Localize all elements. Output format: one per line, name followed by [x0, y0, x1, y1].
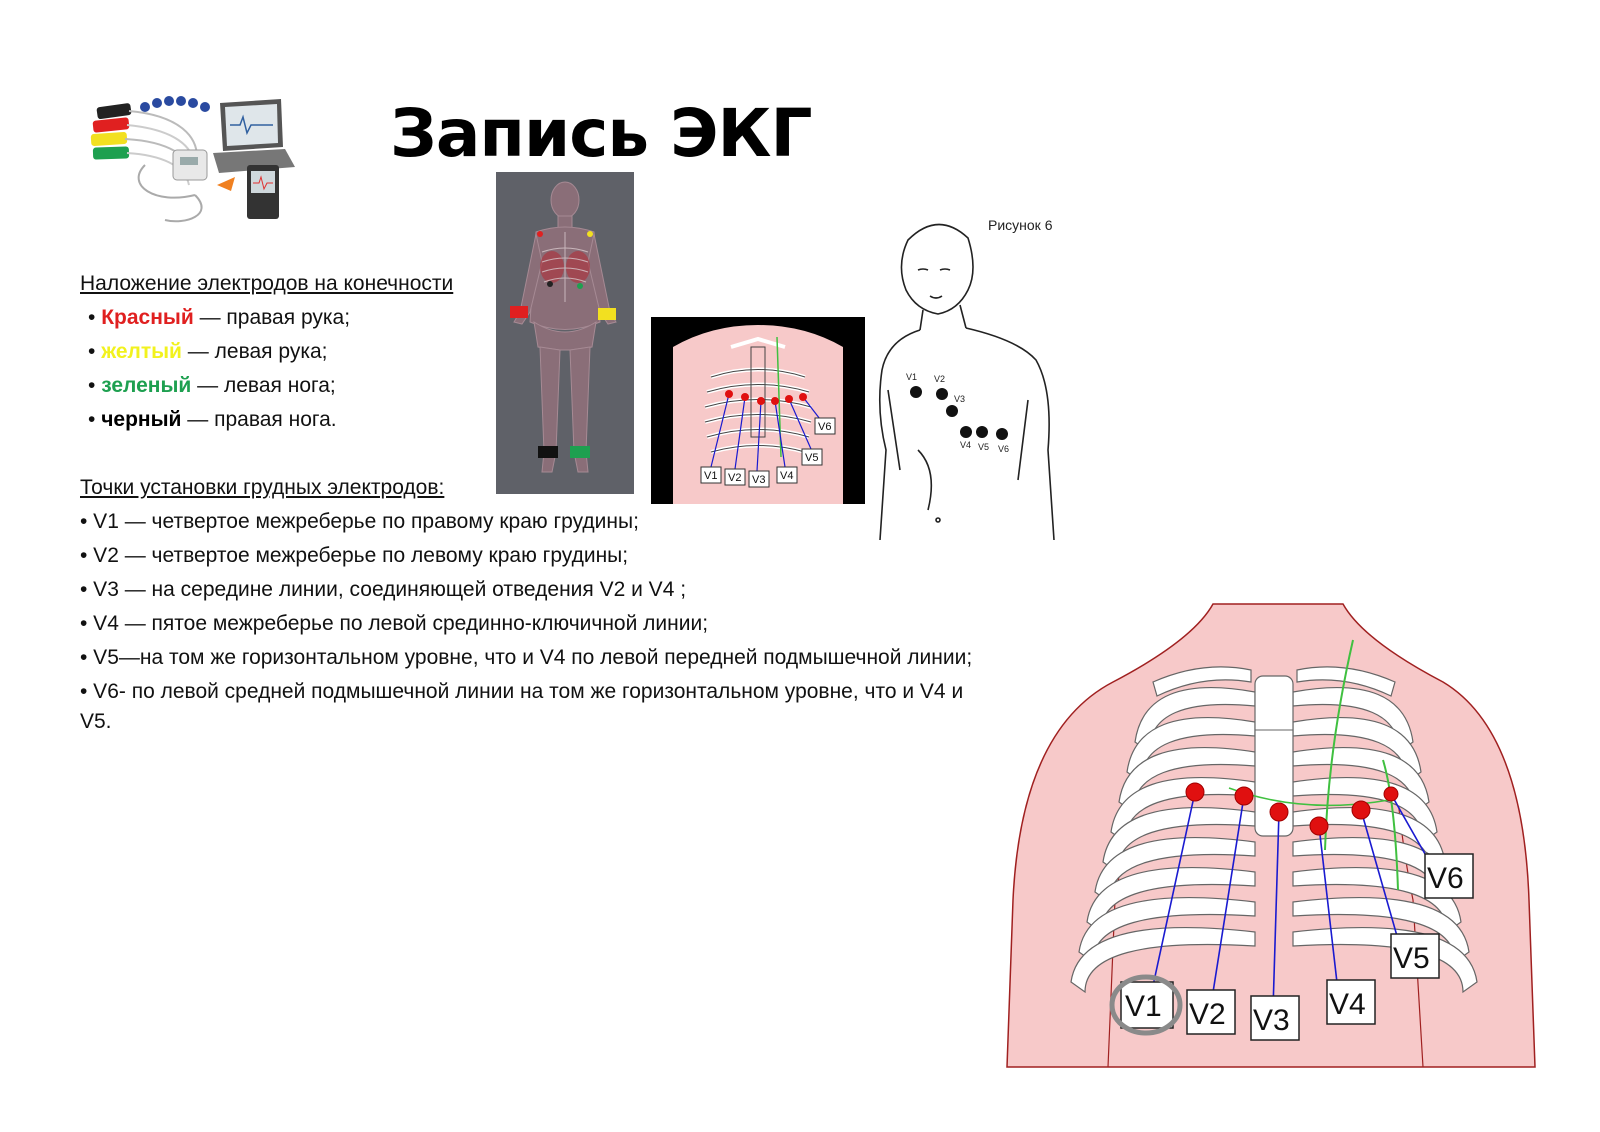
limb-desc: — левая нога; — [191, 374, 336, 397]
small-chest-label-v2: V2 — [728, 472, 742, 484]
big-chest-label-v1: V1 — [1125, 990, 1162, 1023]
chest-item-v2: • V2 — четвертое межреберье по левому краю грудины; — [80, 544, 629, 567]
sketch-label-v3: V3 — [954, 394, 966, 404]
chest-item-v3: • V3 — на середине линии, соединяющей отведения V2 и V4 ; — [80, 578, 687, 601]
sketch-label-v6: V6 — [998, 444, 1010, 454]
small-chest-label-v1: V1 — [704, 470, 718, 482]
limb-item-green — [88, 374, 336, 398]
sketch-label-v5: V5 — [978, 442, 990, 452]
large-chest-diagram — [1003, 600, 1538, 1070]
color-name-yellow: желтый — [101, 340, 182, 363]
limb-item-yellow — [88, 340, 327, 364]
chest-item-v5: • V5—на том же горизонтальном уровне, что и V4 по левой передней подмышечной линии; — [80, 646, 973, 669]
color-name-green: зеленый — [101, 374, 192, 397]
chest-item-v1: • V1 — четвертое межреберье по правому краю грудины; — [80, 510, 639, 533]
bullet: • — [88, 340, 96, 363]
big-chest-label-v6: V6 — [1427, 862, 1464, 895]
small-chest-label-v5: V5 — [805, 452, 819, 464]
chest-item-v6: • V6- по левой средней подмышечной линии на том же горизонтальном уровне, что и V4 и — [80, 680, 964, 703]
limb-desc: — левая рука; — [181, 340, 328, 363]
sketch-label-v2: V2 — [934, 374, 946, 384]
limb-desc: — правая нога. — [181, 408, 337, 431]
body-limb-electrodes-figure — [496, 172, 634, 494]
sketch-label-v1: V1 — [906, 372, 918, 382]
small-chest-label-v4: V4 — [780, 470, 794, 482]
small-chest-label-v3: V3 — [752, 474, 766, 486]
big-chest-label-v2: V2 — [1189, 998, 1226, 1031]
limb-electrodes-heading: Наложение электродов на конечности — [80, 272, 454, 295]
figure-caption: Рисунок 6 — [988, 217, 1053, 233]
ecg-device-illustration — [85, 95, 295, 230]
torso-sketch-figure — [868, 210, 1068, 555]
page-title: Запись ЭКГ — [390, 95, 812, 172]
bullet: • — [88, 374, 96, 397]
bullet: • — [88, 408, 96, 431]
small-chest-label-v6: V6 — [818, 421, 832, 433]
bullet: • — [88, 306, 96, 329]
big-chest-label-v4: V4 — [1329, 988, 1366, 1021]
sketch-label-v4: V4 — [960, 440, 972, 450]
limb-item-black — [88, 408, 337, 432]
small-chest-diagram — [651, 317, 865, 504]
chest-item-v6-cont: V5. — [80, 710, 112, 733]
chest-item-v4: • V4 — пятое межреберье по левой срединно-ключичной линии; — [80, 612, 709, 635]
chest-electrodes-heading: Точки установки грудных электродов: — [80, 476, 445, 499]
color-name-red: Красный — [101, 306, 194, 329]
color-name-black: черный — [101, 408, 182, 431]
big-chest-label-v3: V3 — [1253, 1004, 1290, 1037]
limb-item-red — [88, 306, 350, 330]
limb-desc: — правая рука; — [193, 306, 351, 329]
big-chest-label-v5: V5 — [1393, 942, 1430, 975]
